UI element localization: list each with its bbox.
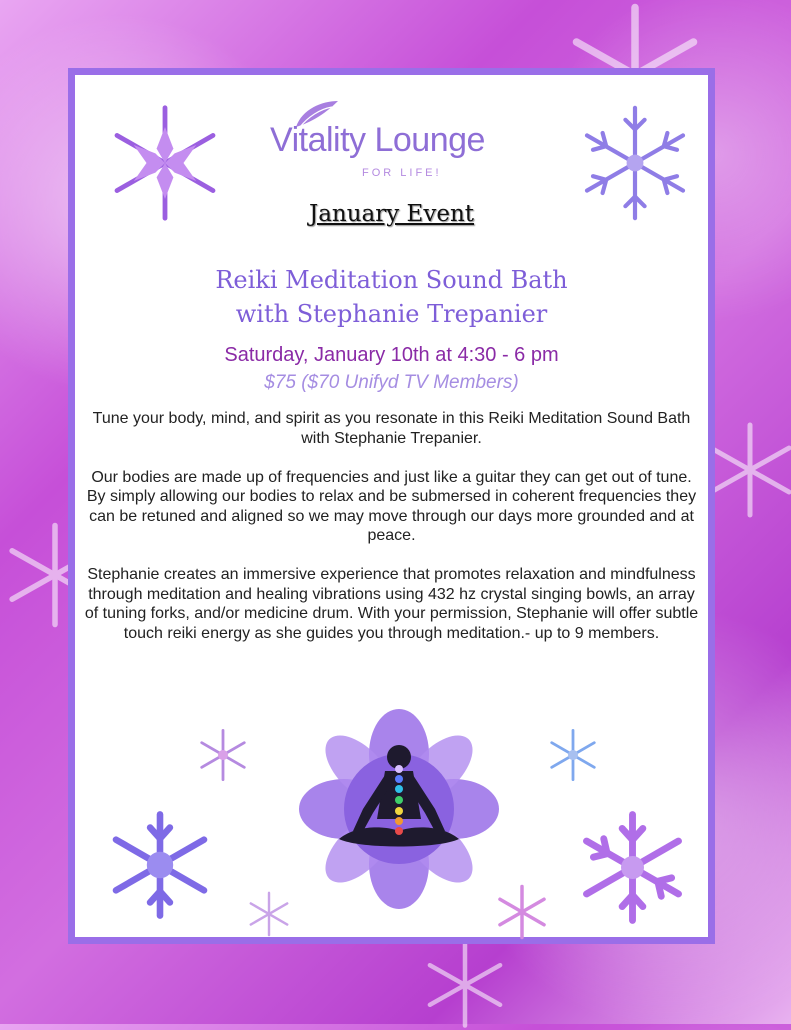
lotus-meditation-icon: [299, 709, 499, 909]
snowflake-icon: [575, 810, 690, 925]
event-description: [81, 409, 702, 663]
event-title-line-2: with Stephanie Trepanier: [235, 300, 548, 328]
event-title: [75, 263, 708, 331]
description-paragraph: Stephanie creates an immersive experience that promotes relaxation and mindfulness through meditation and healing vibrations using 432 hz crystal singing bowls, an array of tuning forks, and/or medicine drum. With your permission, Stephanie will offer subtle touch reiki energy as she guides you through meditation.- up to 9 members.: [84, 566, 699, 642]
event-date: Saturday, January 10th at 4:30 - 6 pm: [224, 344, 559, 366]
snowflake-icon: [545, 727, 601, 783]
snowflake-icon: [245, 890, 293, 938]
background-snowflake-icon: [420, 940, 510, 1030]
event-flyer-card: [68, 68, 715, 944]
description-paragraph: Our bodies are made up of frequencies and just like a guitar they can get out of tune. By simply allowing our bodies to relax and be submersed in coherent frequencies they can be retuned and aligned so we may move through our days more grounded and at peace.: [86, 468, 697, 544]
snowflake-icon: [493, 883, 551, 941]
description-paragraph: Tune your body, mind, and spirit as you resonate in this Reiki Meditation Sound Bath with Stephanie Trepanier.: [92, 410, 691, 447]
event-price: $75 ($70 Unifyd TV Members): [264, 372, 519, 393]
event-month-label: January Event: [308, 201, 475, 227]
logo-wordmark: Vitality Lounge: [270, 121, 485, 159]
snowflake-icon: [195, 727, 251, 783]
vitality-lounge-logo: [270, 95, 530, 195]
snowflake-icon: [105, 810, 215, 920]
event-title-line-1: Reiki Meditation Sound Bath: [215, 266, 568, 294]
logo-tagline: FOR LIFE!: [362, 167, 442, 179]
